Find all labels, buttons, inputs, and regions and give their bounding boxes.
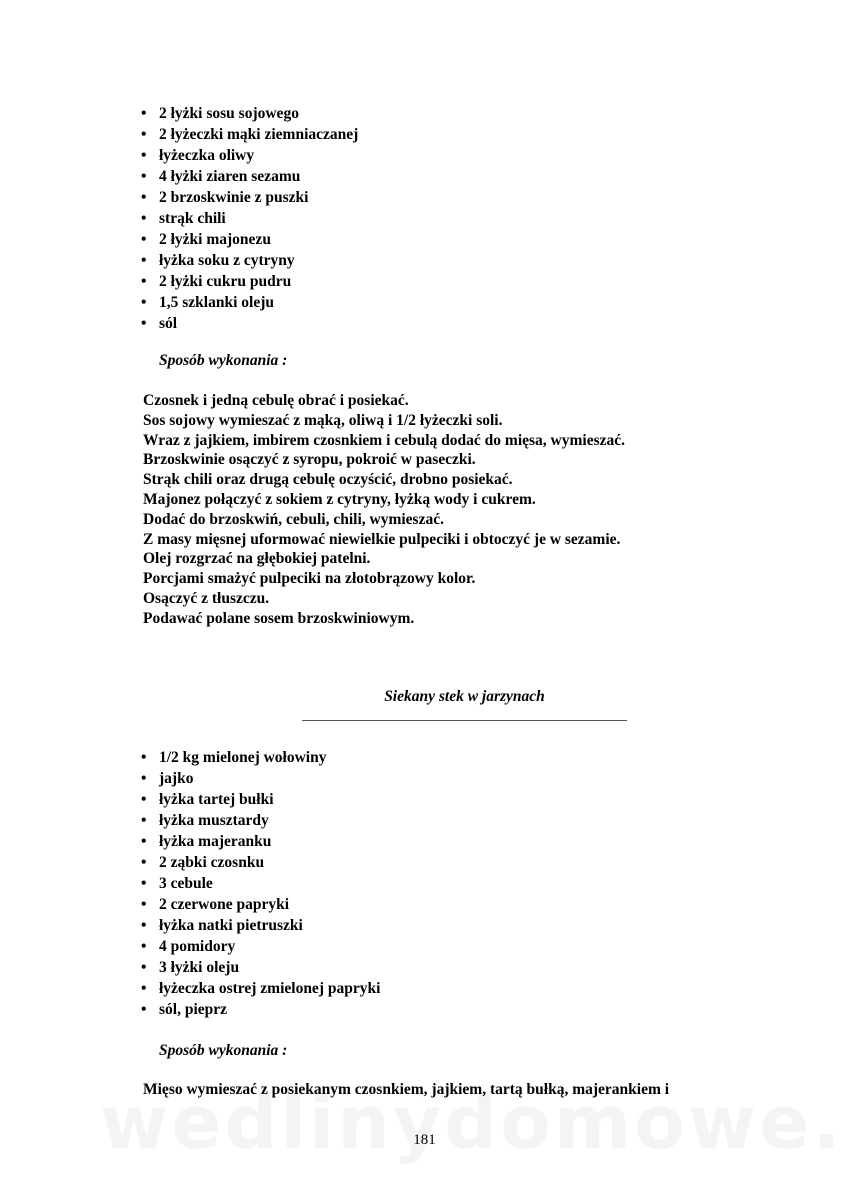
bullet-icon: • bbox=[141, 791, 147, 808]
bullet-icon: • bbox=[141, 833, 147, 850]
bullet-icon: • bbox=[141, 105, 147, 122]
bullet-icon: • bbox=[141, 273, 147, 290]
step-line: Majonez połączyć z sokiem z cytryny, łyżką wody i cukrem. bbox=[143, 490, 536, 508]
bullet-icon: • bbox=[141, 854, 147, 871]
list-item: • łyżka musztardy bbox=[141, 812, 269, 829]
list-item: • strąk chili bbox=[141, 210, 226, 227]
list-item: • 1,5 szklanki oleju bbox=[141, 294, 274, 311]
list-item: • 2 ząbki czosnku bbox=[141, 854, 265, 871]
bullet-icon: • bbox=[141, 812, 147, 829]
list-item: • łyżka soku z cytryny bbox=[141, 252, 295, 269]
step-line: Olej rozgrzać na głębokiej patelni. bbox=[143, 550, 371, 568]
bullet-icon: • bbox=[141, 938, 147, 955]
title-underline bbox=[302, 720, 627, 721]
ingredient-list-1 bbox=[140, 103, 358, 334]
step-line: Brzoskwinie osączyć z syropu, pokroić w paseczki. bbox=[143, 451, 476, 469]
list-item: • sól, pieprz bbox=[141, 1001, 228, 1018]
list-item: • sól bbox=[141, 315, 178, 332]
list-item: • łyżeczka ostrej zmielonej papryki bbox=[141, 980, 381, 997]
bullet-icon: • bbox=[141, 959, 147, 976]
bullet-icon: • bbox=[141, 875, 147, 892]
step-line: Dodać do brzoskwiń, cebuli, chili, wymieszać. bbox=[143, 510, 444, 528]
step-line: Czosnek i jedną cebulę obrać i posiekać. bbox=[143, 392, 409, 409]
method-heading: Sposób wykonania : bbox=[159, 1042, 288, 1059]
bullet-icon: • bbox=[141, 252, 147, 269]
bullet-icon: • bbox=[141, 168, 147, 185]
list-item: • łyżeczka oliwy bbox=[141, 147, 255, 164]
bullet-icon: • bbox=[141, 231, 147, 248]
page-number: 181 bbox=[413, 1132, 436, 1148]
step-line: Osączyć z tłuszczu. bbox=[143, 589, 270, 607]
ingredient-list-2 bbox=[140, 747, 380, 1020]
list-item: • 3 łyżki oleju bbox=[141, 959, 240, 976]
list-item: • 4 pomidory bbox=[141, 938, 236, 955]
bullet-icon: • bbox=[141, 749, 147, 766]
recipe-title: Siekany stek w jarzynach bbox=[384, 688, 545, 705]
step-line: Sos sojowy wymieszać z mąką, oliwą i 1/2 łyżeczki soli. bbox=[143, 411, 503, 429]
bullet-icon: • bbox=[141, 294, 147, 311]
list-item: • jajko bbox=[141, 770, 194, 787]
list-item: • 2 łyżki majonezu bbox=[141, 231, 271, 248]
step-line: Z masy mięsnej uformować niewielkie pulpeciki i obtoczyć je w sezamie. bbox=[143, 530, 621, 548]
list-item: • 2 łyżeczki mąki ziemniaczanej bbox=[141, 126, 359, 143]
method-heading: Sposób wykonania : bbox=[159, 352, 288, 369]
bullet-icon: • bbox=[141, 1001, 147, 1018]
list-item: • 1/2 kg mielonej wołowiny bbox=[141, 749, 327, 766]
bullet-icon: • bbox=[141, 896, 147, 913]
bullet-icon: • bbox=[141, 770, 147, 787]
bullet-icon: • bbox=[141, 917, 147, 934]
bullet-icon: • bbox=[141, 980, 147, 997]
list-item: • łyżka majeranku bbox=[141, 833, 272, 850]
list-item: • 3 cebule bbox=[141, 875, 213, 892]
list-item: • 2 czerwone papryki bbox=[141, 896, 290, 913]
list-item: • łyżka tartej bułki bbox=[141, 791, 274, 808]
step-line: Mięso wymieszać z posiekanym czosnkiem, jajkiem, tartą bułką, majerankiem i bbox=[143, 1081, 670, 1098]
step-line: Strąk chili oraz drugą cebulę oczyścić, drobno posiekać. bbox=[143, 471, 513, 489]
bullet-icon: • bbox=[141, 315, 147, 332]
bullet-icon: • bbox=[141, 147, 147, 164]
step-line: Podawać polane sosem brzoskwiniowym. bbox=[143, 609, 415, 627]
list-item: • łyżka natki pietruszki bbox=[141, 917, 303, 934]
list-item: • 2 łyżki cukru pudru bbox=[141, 273, 292, 290]
method-steps-1 bbox=[143, 391, 625, 629]
list-item: • 4 łyżki ziaren sezamu bbox=[141, 168, 301, 185]
step-line: Wraz z jajkiem, imbirem czosnkiem i cebulą dodać do mięsa, wymieszać. bbox=[143, 431, 626, 449]
list-item: • 2 łyżki sosu sojowego bbox=[141, 105, 299, 122]
step-line: Porcjami smażyć pulpeciki na złotobrązowy kolor. bbox=[143, 570, 476, 588]
bullet-icon: • bbox=[141, 189, 147, 206]
list-item: • 2 brzoskwinie z puszki bbox=[141, 189, 309, 206]
bullet-icon: • bbox=[141, 126, 147, 143]
bullet-icon: • bbox=[141, 210, 147, 227]
